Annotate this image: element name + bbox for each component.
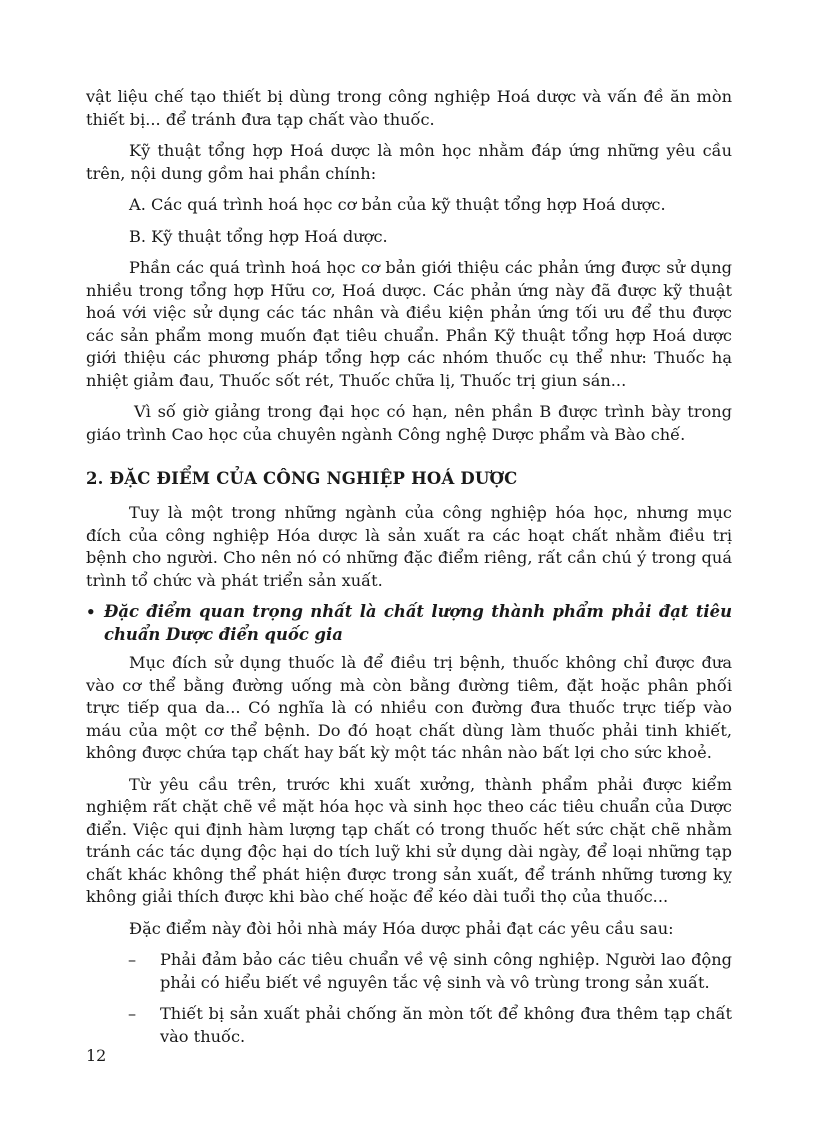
dash-icon: – [128,1004,137,1023]
paragraph-quality-testing: Từ yêu cầu trên, trước khi xuất xưởng, thành phẩm phải được kiểm nghiệm rất chặt chẽ về mặt hóa học và sinh học theo các tiêu chuẩn của Dược điển. Việc qui định hàm lượng tạp chất có trong thuốc hết sức chặt chẽ nhằm tránh các tác dụng độc hại do tích luỹ khi sử dụng dài ngày, để loại những tạp chất khác không thể phát hiện được trong sản xuất, để tránh những tương kỵ không giải thích được khi bào chế hoặc để kéo dài tuổi thọ của thuốc... [86,774,732,906]
list-item-text: Phải đảm bảo các tiêu chuẩn về vệ sinh công nghiệp. Người lao động phải có hiểu biết về nguyên tắc vệ sinh và vô trùng trong sản xuất. [160,950,732,992]
list-item [86,1003,732,1048]
paragraph-intro-continued: vật liệu chế tạo thiết bị dùng trong công nghiệp Hoá dược và vấn đề ăn mòn thiết bị... để tránh đưa tạp chất vào thuốc. [86,87,732,129]
section-heading: 2. ĐẶC ĐIỂM CỦA CÔNG NGHIỆP HOÁ DƯỢC [86,469,518,488]
paragraph-industry-characteristics: Tuy là một trong những ngành của công nghiệp hóa học, nhưng mục đích của công nghiệp Hóa dược là sản xuất ra các hoạt chất nhằm điều trị bệnh cho người. Cho nên nó có những đặc điểm riêng, rất cần chú ý trong quá trình tổ chức và phát triển sản xuất. [86,503,732,590]
paragraph-requirements-intro: Đặc điểm này đòi hỏi nhà máy Hóa dược phải đạt các yêu cầu sau: [129,918,674,938]
list-item [86,949,732,994]
dash-icon: – [128,950,137,969]
paragraph-drug-purpose: Mục đích sử dụng thuốc là để điều trị bệnh, thuốc không chỉ được đưa vào cơ thể bằng đường uống mà còn bằng đường tiêm, đặt hoặc phân phối trực tiếp qua da... Có nghĩa là có nhiều con đường đưa thuốc trực tiếp vào máu của một cơ thể bệnh. Do đó hoạt chất dùng làm thuốc phải tinh khiết, không được chứa tạp chất hay bất kỳ một tác nhân nào bất lợi cho sức khoẻ. [86,653,732,762]
bullet-icon: • [86,603,96,621]
page-number: 12 [86,1046,107,1065]
list-item-part-a: A. Các quá trình hoá học cơ bản của kỹ thuật tổng hợp Hoá dược. [129,195,666,214]
bullet-heading-text: Đặc điểm quan trọng nhất là chất lượng thành phẩm phải đạt tiêu chuẩn Dược điển quốc gia [104,602,732,644]
paragraph-course-description: Kỹ thuật tổng hợp Hoá dược là môn học nhằm đáp ứng những yêu cầu trên, nội dung gồm hai phần chính: [86,141,732,183]
paragraph-teaching-hours: Vì số giờ giảng trong đại học có hạn, nên phần B được trình bày trong giáo trình Cao học của chuyên ngành Công nghệ Dược phẩm và Bào chế. [86,402,732,444]
page-body [86,86,732,1057]
paragraph-parts-description: Phần các quá trình hoá học cơ bản giới thiệu các phản ứng được sử dụng nhiều trong tổng hợp Hữu cơ, Hoá dược. Các phản ứng này đã được kỹ thuật hoá với việc sử dụng các tác nhân và điều kiện phản ứng tối ưu để thu được các sản phẩm mong muốn đạt tiêu chuẩn. Phần Kỹ thuật tổng hợp Hoá dược giới thiệu các phương pháp tổng hợp các nhóm thuốc cụ thể như: Thuốc hạ nhiệt giảm đau, Thuốc sốt rét, Thuốc chữa lị, Thuốc trị giun sán... [86,258,732,390]
bullet-heading [86,601,732,646]
list-item-part-b: B. Kỹ thuật tổng hợp Hoá dược. [129,226,388,246]
list-item-text: Thiết bị sản xuất phải chống ăn mòn tốt để không đưa thêm tạp chất vào thuốc. [160,1004,732,1046]
